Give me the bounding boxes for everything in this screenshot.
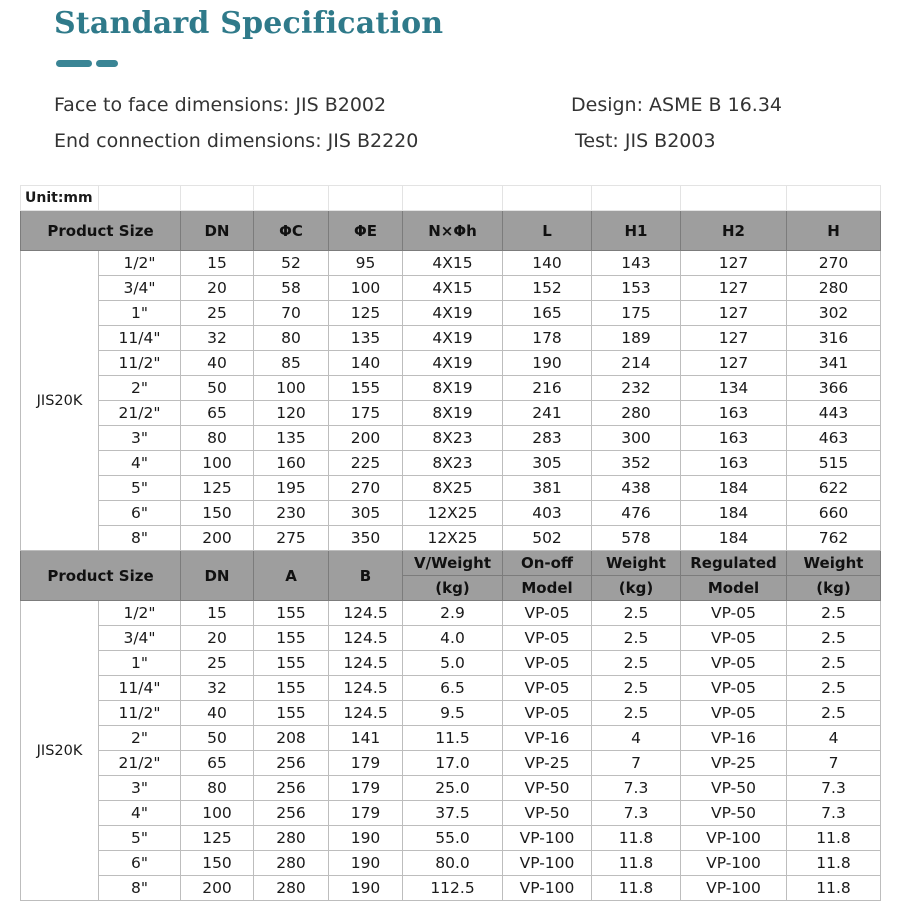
table-cell: 2.5	[787, 701, 881, 726]
table-cell: 3"	[99, 426, 181, 451]
table-cell: 403	[503, 501, 592, 526]
table-cell: 275	[254, 526, 329, 551]
table-cell: 8X19	[403, 376, 503, 401]
table-cell: 11.8	[592, 826, 681, 851]
table-cell: 2.5	[787, 676, 881, 701]
table-cell: 2.5	[787, 626, 881, 651]
table-cell: 8X19	[403, 401, 503, 426]
table2-header-cell: Product Size	[21, 551, 181, 601]
table-cell: VP-100	[681, 876, 787, 901]
table-cell: 17.0	[403, 751, 503, 776]
table-cell: VP-05	[681, 601, 787, 626]
table-cell: 184	[681, 476, 787, 501]
table-cell: 200	[181, 526, 254, 551]
table-cell: 155	[254, 701, 329, 726]
table-row	[21, 751, 881, 776]
table-cell: 302	[787, 301, 881, 326]
table-cell: 152	[503, 276, 592, 301]
table1-header-cell: Product Size	[21, 211, 181, 251]
table-cell: 135	[329, 326, 403, 351]
table-row	[21, 676, 881, 701]
test-spec: Test: JIS B2003	[575, 130, 716, 152]
table-cell: 5.0	[403, 651, 503, 676]
table-cell: 40	[181, 351, 254, 376]
table-cell: 305	[503, 451, 592, 476]
table-cell: 443	[787, 401, 881, 426]
table-cell: 4X15	[403, 276, 503, 301]
table2-header-cell: V/Weight	[403, 551, 503, 576]
table-cell: 20	[181, 276, 254, 301]
table-cell: 155	[329, 376, 403, 401]
table1-header-cell: H	[787, 211, 881, 251]
table-cell: 6.5	[403, 676, 503, 701]
table-cell: 12X25	[403, 526, 503, 551]
table1-header-cell: ΦE	[329, 211, 403, 251]
table-cell: 11/2"	[99, 351, 181, 376]
table-cell: 150	[181, 851, 254, 876]
table-cell: 120	[254, 401, 329, 426]
table2-header-cell: (kg)	[403, 576, 503, 601]
table-cell: 100	[181, 801, 254, 826]
table-cell: VP-05	[503, 701, 592, 726]
table-cell: 124.5	[329, 701, 403, 726]
table-cell: 9.5	[403, 701, 503, 726]
table-cell: 184	[681, 501, 787, 526]
table-cell: 502	[503, 526, 592, 551]
table-cell: VP-50	[681, 776, 787, 801]
table-row	[21, 501, 881, 526]
table-cell: 21/2"	[99, 751, 181, 776]
table-cell: 3/4"	[99, 626, 181, 651]
table-cell: 155	[254, 601, 329, 626]
table-cell: 127	[681, 326, 787, 351]
table-cell: 280	[592, 401, 681, 426]
table-cell: 25	[181, 651, 254, 676]
table-cell: 58	[254, 276, 329, 301]
table-cell: 2.5	[592, 626, 681, 651]
table-cell: VP-05	[681, 626, 787, 651]
table1-header-cell: DN	[181, 211, 254, 251]
table-cell: 8X25	[403, 476, 503, 501]
table-cell: 283	[503, 426, 592, 451]
table-row	[21, 351, 881, 376]
table-cell: 1"	[99, 651, 181, 676]
table-cell: 305	[329, 501, 403, 526]
table-cell: 8"	[99, 526, 181, 551]
table-cell: 80	[181, 776, 254, 801]
table-cell: 163	[681, 401, 787, 426]
table-cell: 4X19	[403, 301, 503, 326]
table-cell: 127	[681, 301, 787, 326]
design-spec: Design: ASME B 16.34	[571, 94, 783, 116]
table-cell: 85	[254, 351, 329, 376]
table-cell: 179	[329, 776, 403, 801]
table-cell: 195	[254, 476, 329, 501]
table-cell: 50	[181, 376, 254, 401]
table-cell: 184	[681, 526, 787, 551]
page-title: Standard Specification	[54, 6, 444, 41]
table-cell: 270	[329, 476, 403, 501]
table-cell: 125	[181, 476, 254, 501]
table-cell: 2.5	[592, 651, 681, 676]
table-cell: 11.8	[787, 876, 881, 901]
table-cell: 2.5	[592, 676, 681, 701]
table-cell: 179	[329, 751, 403, 776]
table-cell: 100	[254, 376, 329, 401]
table2-header-cell: Regulated	[681, 551, 787, 576]
table-row	[21, 301, 881, 326]
unit-label: Unit:mm	[21, 186, 99, 211]
table-cell: 11.8	[787, 826, 881, 851]
table-cell: 127	[681, 351, 787, 376]
table-cell: 80	[181, 426, 254, 451]
specification-table	[20, 185, 881, 901]
table-cell: 179	[329, 801, 403, 826]
table-cell: 163	[681, 451, 787, 476]
table-cell: 165	[503, 301, 592, 326]
table2-header-cell: DN	[181, 551, 254, 601]
table2-header-cell: Weight	[592, 551, 681, 576]
table-cell: 70	[254, 301, 329, 326]
table2-header-cell: (kg)	[592, 576, 681, 601]
table-cell: 37.5	[403, 801, 503, 826]
table-cell: 135	[254, 426, 329, 451]
table-cell: 150	[181, 501, 254, 526]
table-cell: 127	[681, 276, 787, 301]
table-cell: VP-100	[503, 826, 592, 851]
table-cell: 163	[681, 426, 787, 451]
table-cell: 40	[181, 701, 254, 726]
table-cell: 2.5	[592, 701, 681, 726]
table-cell: 4"	[99, 801, 181, 826]
table-cell: 622	[787, 476, 881, 501]
table-row	[21, 276, 881, 301]
table-cell: 125	[329, 301, 403, 326]
table-cell: 7	[592, 751, 681, 776]
table-row	[21, 401, 881, 426]
table-cell: 1/2"	[99, 251, 181, 276]
table-cell: 463	[787, 426, 881, 451]
table-cell: 125	[181, 826, 254, 851]
table-cell: 762	[787, 526, 881, 551]
table-cell: 178	[503, 326, 592, 351]
table-cell: 1/2"	[99, 601, 181, 626]
table-row	[21, 826, 881, 851]
table-cell: VP-16	[681, 726, 787, 751]
table-cell: 80	[254, 326, 329, 351]
table-row	[21, 526, 881, 551]
table-cell: 124.5	[329, 676, 403, 701]
table-cell: 256	[254, 801, 329, 826]
table-cell: 352	[592, 451, 681, 476]
table-cell: 32	[181, 326, 254, 351]
table2-header-cell: Weight	[787, 551, 881, 576]
table-cell: 578	[592, 526, 681, 551]
table2-header-cell: Model	[503, 576, 592, 601]
table1-header-cell: N×Φh	[403, 211, 503, 251]
table-cell: 25.0	[403, 776, 503, 801]
table-cell: 8"	[99, 876, 181, 901]
pressure-grade: JIS20K	[21, 601, 99, 901]
table-cell: 100	[329, 276, 403, 301]
table-cell: VP-05	[503, 676, 592, 701]
table2-header-cell: A	[254, 551, 329, 601]
table2-header-cell: B	[329, 551, 403, 601]
table-cell: 4	[787, 726, 881, 751]
table-cell: VP-05	[503, 601, 592, 626]
table-row	[21, 876, 881, 901]
table-cell: 515	[787, 451, 881, 476]
table-cell: VP-05	[681, 676, 787, 701]
table-cell: 155	[254, 626, 329, 651]
table-cell: VP-05	[503, 651, 592, 676]
table-row	[21, 476, 881, 501]
table-cell: 189	[592, 326, 681, 351]
table-cell: 4X19	[403, 326, 503, 351]
table-cell: 280	[254, 851, 329, 876]
table-cell: VP-16	[503, 726, 592, 751]
table-cell: 366	[787, 376, 881, 401]
table-cell: 230	[254, 501, 329, 526]
table-cell: 438	[592, 476, 681, 501]
table-row	[21, 326, 881, 351]
title-accent-bar	[56, 60, 92, 67]
table-cell: 12X25	[403, 501, 503, 526]
table-cell: 6"	[99, 851, 181, 876]
table-cell: 300	[592, 426, 681, 451]
table-cell: 208	[254, 726, 329, 751]
table-cell: 11.5	[403, 726, 503, 751]
table-cell: 270	[787, 251, 881, 276]
table-row	[21, 451, 881, 476]
table-cell: VP-100	[503, 851, 592, 876]
table-cell: 124.5	[329, 626, 403, 651]
table-cell: 6"	[99, 501, 181, 526]
table-cell: 11.8	[592, 851, 681, 876]
table-cell: 190	[329, 826, 403, 851]
table-cell: VP-100	[681, 826, 787, 851]
table-cell: 216	[503, 376, 592, 401]
table-row	[21, 801, 881, 826]
table-cell: VP-05	[681, 651, 787, 676]
table-cell: 15	[181, 251, 254, 276]
table-cell: 124.5	[329, 651, 403, 676]
table-cell: 2.9	[403, 601, 503, 626]
table-cell: 200	[329, 426, 403, 451]
table-cell: VP-100	[681, 851, 787, 876]
table1-header-cell: ΦC	[254, 211, 329, 251]
table-cell: VP-25	[681, 751, 787, 776]
table-row	[21, 851, 881, 876]
table-cell: 280	[254, 826, 329, 851]
table-cell: 3"	[99, 776, 181, 801]
table-cell: 2.5	[592, 601, 681, 626]
table-cell: 15	[181, 601, 254, 626]
table2-header-cell: (kg)	[787, 576, 881, 601]
table-cell: 214	[592, 351, 681, 376]
table-cell: 25	[181, 301, 254, 326]
table-cell: VP-50	[503, 776, 592, 801]
table-row	[21, 426, 881, 451]
table-cell: 4.0	[403, 626, 503, 651]
table-cell: 660	[787, 501, 881, 526]
table-cell: 4"	[99, 451, 181, 476]
table-cell: 52	[254, 251, 329, 276]
table-cell: 55.0	[403, 826, 503, 851]
table-cell: VP-05	[681, 701, 787, 726]
end-connection-spec: End connection dimensions: JIS B2220	[54, 130, 419, 152]
table-cell: 140	[329, 351, 403, 376]
table-cell: 11/2"	[99, 701, 181, 726]
table-cell: 7.3	[787, 776, 881, 801]
table-cell: 143	[592, 251, 681, 276]
table-cell: 65	[181, 751, 254, 776]
table-row	[21, 601, 881, 626]
table-cell: 280	[787, 276, 881, 301]
table-cell: 1"	[99, 301, 181, 326]
table-cell: 127	[681, 251, 787, 276]
table1-header-cell: H1	[592, 211, 681, 251]
table-cell: 4	[592, 726, 681, 751]
table-cell: 11.8	[787, 851, 881, 876]
table-cell: 2"	[99, 376, 181, 401]
table-cell: 232	[592, 376, 681, 401]
table-cell: 155	[254, 651, 329, 676]
table-row	[21, 251, 881, 276]
table-cell: 381	[503, 476, 592, 501]
table-cell: 175	[329, 401, 403, 426]
table-cell: 256	[254, 751, 329, 776]
table-cell: 155	[254, 676, 329, 701]
table-cell: 2.5	[787, 651, 881, 676]
table-row	[21, 376, 881, 401]
table-cell: 65	[181, 401, 254, 426]
table-cell: 8X23	[403, 451, 503, 476]
table-cell: 3/4"	[99, 276, 181, 301]
table-row	[21, 701, 881, 726]
table-cell: 80.0	[403, 851, 503, 876]
table-cell: 200	[181, 876, 254, 901]
table-cell: 112.5	[403, 876, 503, 901]
table-cell: 8X23	[403, 426, 503, 451]
title-accent-bar	[96, 60, 118, 67]
table-cell: VP-100	[503, 876, 592, 901]
table1-header-cell: H2	[681, 211, 787, 251]
table-cell: 5"	[99, 476, 181, 501]
table-cell: 21/2"	[99, 401, 181, 426]
table-cell: 7.3	[592, 801, 681, 826]
face-to-face-spec: Face to face dimensions: JIS B2002	[54, 94, 387, 116]
table-cell: 350	[329, 526, 403, 551]
table-row	[21, 776, 881, 801]
table-cell: 100	[181, 451, 254, 476]
table-cell: VP-50	[681, 801, 787, 826]
table-cell: 11/4"	[99, 676, 181, 701]
pressure-grade: JIS20K	[21, 251, 99, 551]
table-cell: 7	[787, 751, 881, 776]
table-cell: 7.3	[592, 776, 681, 801]
table-cell: 153	[592, 276, 681, 301]
table-cell: 225	[329, 451, 403, 476]
table-cell: 316	[787, 326, 881, 351]
table2-header-row	[21, 551, 881, 576]
table-cell: 7.3	[787, 801, 881, 826]
table-cell: 341	[787, 351, 881, 376]
table-cell: 124.5	[329, 601, 403, 626]
table-cell: 4X15	[403, 251, 503, 276]
table-cell: 280	[254, 876, 329, 901]
table1-header-cell: L	[503, 211, 592, 251]
table-cell: 11.8	[592, 876, 681, 901]
table-cell: 50	[181, 726, 254, 751]
table-cell: 190	[329, 876, 403, 901]
table-cell: 256	[254, 776, 329, 801]
table-cell: 241	[503, 401, 592, 426]
table-row	[21, 726, 881, 751]
table-cell: 5"	[99, 826, 181, 851]
table-cell: 190	[329, 851, 403, 876]
table-cell: VP-50	[503, 801, 592, 826]
table-cell: 141	[329, 726, 403, 751]
table-cell: 2"	[99, 726, 181, 751]
table-cell: 140	[503, 251, 592, 276]
table2-header-cell: Model	[681, 576, 787, 601]
table-row	[21, 626, 881, 651]
table-cell: 175	[592, 301, 681, 326]
table-cell: 160	[254, 451, 329, 476]
table-row	[21, 651, 881, 676]
table-cell: 134	[681, 376, 787, 401]
table-cell: VP-05	[503, 626, 592, 651]
table-cell: 32	[181, 676, 254, 701]
table-cell: VP-25	[503, 751, 592, 776]
table-cell: 4X19	[403, 351, 503, 376]
table-cell: 190	[503, 351, 592, 376]
table2-header-cell: On-off	[503, 551, 592, 576]
table-cell: 95	[329, 251, 403, 276]
table-cell: 20	[181, 626, 254, 651]
table-cell: 2.5	[787, 601, 881, 626]
table-cell: 476	[592, 501, 681, 526]
table-cell: 11/4"	[99, 326, 181, 351]
